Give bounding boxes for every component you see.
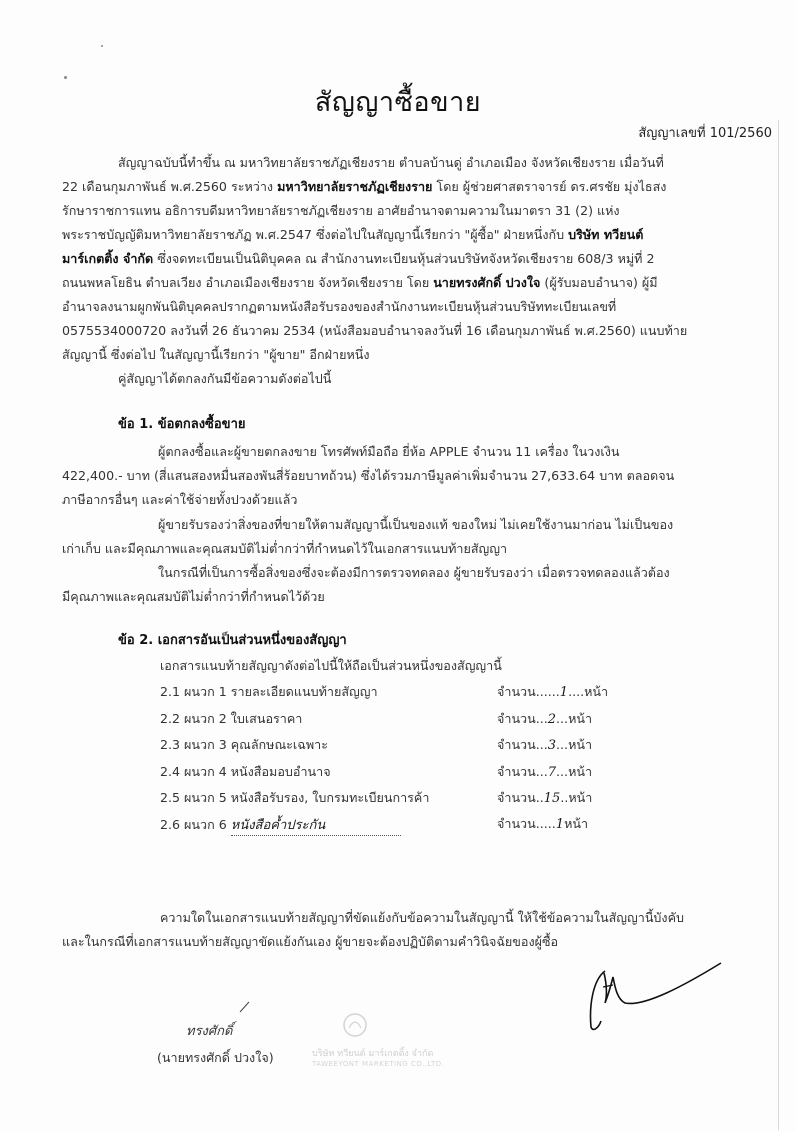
count-prefix: จำนวน (497, 737, 536, 752)
handwritten-page-count: 15 (543, 791, 561, 806)
clause-1-text: ภาษีอากรอื่นๆ และค่าใช้จ่ายทั้งปวงด้วยแล้ว (62, 492, 298, 507)
attachment-label: 2.3 ผนวก 3 คุณลักษณะเฉพาะ (160, 737, 328, 752)
pen-tick-icon (238, 1000, 252, 1014)
seller-company-name: บริษัท ทวียนต์ (568, 227, 644, 242)
count-suffix: หน้า (568, 737, 593, 752)
count-suffix: หน้า (564, 816, 589, 831)
attachment-page-count: จำนวน...2...หน้า (497, 711, 593, 727)
preamble-line (62, 273, 658, 293)
preamble-line: สัญญานี้ ซึ่งต่อไป ในสัญญานี้เรียกว่า "ผู้ขาย" อีกฝ่ายหนึ่ง (62, 347, 370, 362)
handwritten-attachment-name: หนังสือค้ำประกัน (230, 818, 326, 833)
attachment-page-count: จำนวน...3...หน้า (497, 737, 593, 753)
attachment-row (160, 814, 630, 836)
company-stamp (312, 1010, 482, 1070)
buyer-signature-icon (585, 955, 735, 1045)
handwritten-page-count: 3 (547, 738, 557, 753)
count-prefix: จำนวน (497, 684, 536, 699)
handwritten-fill-line (231, 814, 401, 836)
preamble-line (62, 177, 666, 197)
buyer-name: มหาวิทยาลัยราชภัฏเชียงราย (277, 179, 433, 194)
preamble-line: อำนาจลงนามผูกพันนิติบุคคลปรากฏตามหนังสือรับรองของสำนักงานทะเบียนหุ้นส่วนบริษัททะเบียนเลขที่ (62, 299, 617, 314)
preamble-line: คู่สัญญาได้ตกลงกันมีข้อความดังต่อไปนี้ (118, 371, 332, 386)
attachment-row (160, 762, 630, 784)
scan-speck (64, 76, 67, 79)
preamble-line (62, 249, 655, 269)
handwritten-initials: ทรงศักดิ์ (186, 1024, 233, 1039)
clause-1-text: ผู้ขายรับรองว่าสิ่งของที่ขายให้ตามสัญญานี้เป็นของแท้ ของใหม่ ไม่เคยใช้งานมาก่อน ไม่เป็นของ (158, 517, 674, 532)
attachment-row (160, 735, 630, 757)
handwritten-page-count: 1 (555, 817, 565, 832)
attachment-page-count: จำนวน...7...หน้า (497, 764, 593, 780)
handwritten-page-count: 7 (547, 765, 557, 780)
attachment-page-count: จำนวน.....1หน้า (497, 816, 589, 832)
clause-1-text: ในกรณีที่เป็นการซื้อสิ่งของซึ่งจะต้องมีการตรวจทดลอง ผู้ขายรับรองว่า เมื่อตรวจทดลองแล้วต้อง (158, 565, 670, 580)
preamble-text: ถนนพหลโยธิน ตำบลเวียง อำเภอเมืองเชียงราย จังหวัดเชียงราย โดย (62, 275, 434, 290)
attachment-label: 2.1 ผนวก 1 รายละเอียดแนบท้ายสัญญา (160, 684, 378, 699)
attachment-row (160, 788, 630, 810)
contract-number: สัญญาเลขที่ 101/2560 (638, 126, 772, 141)
clause-1-text: เก่าเก็บ และมีคุณภาพและคุณสมบัติไม่ต่ำกว่าที่กำหนดไว้ในเอกสารแนบท้ายสัญญา (62, 541, 508, 556)
attachment-row (160, 682, 630, 704)
clause-1-heading: ข้อ 1. ข้อตกลงซื้อขาย (118, 417, 246, 432)
scan-speck (101, 45, 103, 47)
stamp-company-english: TAWEEYONT MARKETING CO.,LTD. (312, 1060, 445, 1068)
preamble-line: 0575534000720 ลงวันที่ 26 ธันวาคม 2534 (หนังสือมอบอำนาจลงวันที่ 16 เดือนกุมภาพันธ์ พ.ศ.2560) แนบท้าย (62, 323, 688, 338)
preamble-text: 22 เดือนกุมภาพันธ์ พ.ศ.2560 ระหว่าง (62, 179, 278, 194)
handwritten-page-count: 2 (547, 712, 557, 727)
attachment-label-text: 2.6 ผนวก 6 (160, 817, 231, 832)
clause-2-closing: ความใดในเอกสารแนบท้ายสัญญาที่ขัดแย้งกับข้อความในสัญญานี้ ให้ใช้ข้อความในสัญญานี้บังคับ (160, 910, 684, 925)
clause-1-text: ผู้ตกลงซื้อและผู้ขายตกลงขาย โทรศัพท์มือถือ ยี่ห้อ APPLE จำนวน 11 เครื่อง ในวงเงิน (158, 444, 620, 459)
signer-name: (นายทรงศักดิ์ ปวงใจ) (157, 1050, 274, 1065)
attachment-label: 2.2 ผนวก 2 ใบเสนอราคา (160, 711, 303, 726)
scan-fold-line (778, 120, 779, 1130)
count-prefix: จำนวน (497, 790, 536, 805)
attachment-label (160, 814, 401, 836)
count-suffix: หน้า (584, 684, 609, 699)
count-suffix: หน้า (568, 764, 593, 779)
preamble-line (62, 225, 643, 245)
preamble-text: พระราชบัญญัติมหาวิทยาลัยราชภัฏ พ.ศ.2547 ซึ่งต่อไปในสัญญานี้เรียกว่า "ผู้ซื้อ" ฝ่ายหนึ่งกับ (62, 227, 569, 242)
clause-2-heading: ข้อ 2. เอกสารอันเป็นส่วนหนึ่งของสัญญา (118, 633, 347, 648)
preamble-text: ซึ่งจดทะเบียนเป็นนิติบุคคล ณ สำนักงานทะเบียนหุ้นส่วนบริษัทจังหวัดเชียงราย 608/3 หมู่ที่ 2 (153, 251, 655, 266)
seller-company-name: มาร์เกตติ้ง จำกัด (62, 251, 154, 266)
preamble-line: สัญญาฉบับนี้ทำขึ้น ณ มหาวิทยาลัยราชภัฏเชียงราย ตำบลบ้านดู่ อำเภอเมือง จังหวัดเชียงราย เมื่อวันที่ (118, 155, 664, 170)
stamp-emblem-icon (340, 1010, 370, 1040)
clause-1-text: 422,400.- บาท (สี่แสนสองหมื่นสองพันสี่ร้อยบาทถ้วน) ซึ่งได้รวมภาษีมูลค่าเพิ่มจำนวน 27,633.64 บาท ตลอดจน (62, 468, 675, 483)
count-suffix: หน้า (568, 711, 593, 726)
preamble-text: (ผู้รับมอบอำนาจ) ผู้มี (540, 275, 658, 290)
attachment-label: 2.4 ผนวก 4 หนังสือมอบอำนาจ (160, 764, 331, 779)
attachment-page-count: จำนวน......1....หน้า (497, 684, 609, 700)
document-title: สัญญาซื้อขาย (314, 87, 482, 118)
clause-2-intro: เอกสารแนบท้ายสัญญาดังต่อไปนี้ให้ถือเป็นส่วนหนึ่งของสัญญานี้ (160, 658, 502, 673)
count-prefix: จำนวน (497, 764, 536, 779)
preamble-line: รักษาราชการแทน อธิการบดีมหาวิทยาลัยราชภัฏเชียงราย อาศัยอำนาจตามความในมาตรา 31 (2) แห่ง (62, 203, 620, 218)
seller-representative: นายทรงศักดิ์ ปวงใจ (433, 275, 541, 290)
count-prefix: จำนวน (497, 711, 536, 726)
attachment-page-count: จำนวน..15..หน้า (497, 790, 593, 806)
count-suffix: หน้า (568, 790, 593, 805)
attachment-row (160, 709, 630, 731)
clause-1-text: มีคุณภาพและคุณสมบัติไม่ต่ำกว่าที่กำหนดไว้ด้วย (62, 589, 325, 604)
handwritten-page-count: 1 (559, 685, 569, 700)
stamp-company-thai: บริษัท ทวียนต์ มาร์เกตติ้ง จำกัด (312, 1049, 434, 1059)
clause-2-closing: และในกรณีที่เอกสารแนบท้ายสัญญาขัดแย้งกันเอง ผู้ขายจะต้องปฏิบัติตามคำวินิจฉัยของผู้ซื้อ (62, 934, 559, 949)
preamble-text: โดย ผู้ช่วยศาสตราจารย์ ดร.ศรชัย มุ่งไธสง (432, 179, 667, 194)
attachment-label: 2.5 ผนวก 5 หนังสือรับรอง, ใบกรมทะเบียนการค้า (160, 790, 430, 805)
count-prefix: จำนวน (497, 816, 536, 831)
